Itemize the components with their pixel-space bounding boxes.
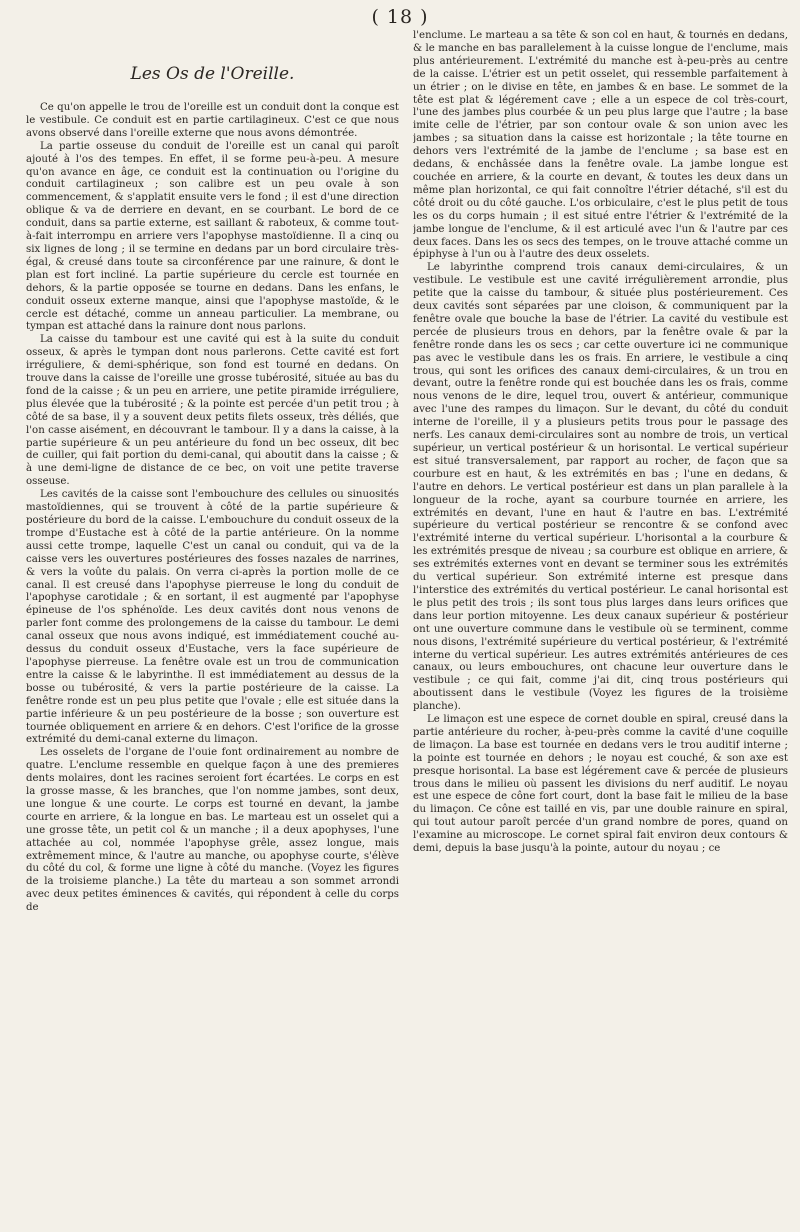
- paragraph: La partie osseuse du conduit de l'oreille est un canal qui paroît ajouté à l'os des tempes. En effet, il se forme peu-à-peu. A mesure qu'on avance en âge, ce conduit est la continuation ou l'origine du conduit cartilagineux ; son calibre est un peu ovale à son commencement, & s'applatit ensuite vers le fond ; il est d'une direction oblique & va de derriere en devant, en se courbant. Le bord de ce conduit, dans sa partie externe, est saillant & raboteux, & comme tout-à-fait interrompu en arriere vers l'apophyse mastoïdienne. Il a cinq ou six lignes de long ; il se termine en dedans par un bord circulaire très-égal, & creusé dans toute sa circonférence par une rainure, & dont le plan est fort incliné. La partie supérieure du cercle est tournée en dehors, & la partie opposée se tourne en dedans. Dans les enfans, le conduit osseux externe manque, ainsi que l'apophyse mastoïde, & le cercle est détaché, comme un anneau particulier. La membrane, ou tympan est attaché dans la rainure dont nous parlons.: [26, 140, 399, 333]
- paragraph: Le labyrinthe comprend trois canaux demi-circulaires, & un vestibule. Le vestibule est une cavité irrégulièrement arrondie, plus petite que la caisse du tambour, & située plus postérieurement. Ces deux cavités sont séparées par une cloison, & communiquent par la fenêtre ovale que bouche la base de l'étrier. La cavité du vestibule est percée de plusieurs trous en dehors, par la fenêtre ovale & par la fenêtre ronde dans les os secs ; car cette ouverture ici ne communique pas avec le vestibule dans les os frais. En arriere, le vestibule a cinq trous, qui sont les orifices des canaux demi-circulaires, & un trou en devant, outre la fenêtre ronde qui est bouchée dans les os frais, comme nous venons de le dire, lequel trou, ouvert & antérieur, communique avec l'une des rampes du limaçon. Sur le devant, du côté du conduit interne de l'oreille, il y a plusieurs petits trous pour le passage des nerfs. Les canaux demi-circulaires sont au nombre de trois, un vertical supérieur, un vertical postérieur & un horisontal. Le vertical supérieur est situé transversalement, par rapport au rocher, de façon que sa courbure est en haut, & les extrémités en bas ; l'une en dedans, & l'autre en dehors. Le vertical postérieur est dans un plan parallele à la longueur de la roche, ayant sa courbure tournée en arriere, les extrémités en devant, l'une en haut & l'autre en bas. L'extrémité supérieure du vertical postérieur se rencontre & se confond avec l'extrémité interne du vertical supérieur. L'horisontal a la courbure & les extrémités presque de niveau ; sa courbure est oblique en arriere, & ses extrémités externes vont en devant se terminer sous les extrémités du vertical supérieur. Son extrémité interne est presque dans l'interstice des extrémités du vertical postérieur. Le canal horisontal est le plus petit des trois ; ils sont tous plus larges dans leurs orifices que dans leur portion mitoyenne. Les deux canaux supérieur & postérieur ont une ouverture commune dans le vestibule où se terminent, comme nous disons, l'extrémité supérieure du vertical postérieur, & l'extrémité interne du vertical supérieur. Les autres extrémités antérieures de ces canaux, ou leurs embouchures, ont chacune leur ouverture dans le vestibule ; ce qui fait, comme j'ai dit, cinq trous postérieurs qui aboutissent dans le vestibule (Voyez les figures de la troisième planche).: [413, 262, 788, 713]
- chapter-title: Les Os de l'Oreille.: [130, 64, 295, 84]
- paragraph: Ce qu'on appelle le trou de l'oreille est un conduit dont la conque est le vestibule. Ce conduit est en partie cartilagineux. C'est ce que nous avons observé dans l'oreille externe que nous avons démontrée.: [26, 102, 399, 139]
- left-column: [26, 30, 399, 1218]
- paragraph: l'enclume. Le marteau a sa tête & son col en haut, & tournés en dedans, & le manche en bas parallelement à la cuisse longue de l'enclume, mais plus antérieurement. L'extrémité du manche est à-peu-près au centre de la caisse. L'étrier est un petit osselet, qui ressemble parfaitement à un étrier ; on le divise en tête, en jambes & en base. Le sommet de la tête est plat & légérement cave ; elle a un espece de col très-court, l'une des jambes plus courbée & un peu plus large que l'autre ; la base imite celle de l'étrier, par son contour ovale & son union avec les jambes ; sa situation dans la caisse est horizontale ; la tête tourne en dehors vers l'extrémité de la jambe de l'enclume ; sa base est en dedans, & enchâssée dans la fenêtre ovale. La jambe longue est couchée en arriere, & la courte en devant, & toutes les deux dans un même plan horizontal, ce qui fait connoître l'étrier détaché, s'il est du côté droit ou du côté gauche. L'os orbiculaire, c'est le plus petit de tous les os du corps humain ; il est situé entre l'étrier & l'extrémité de la jambe longue de l'enclume, & il est articulé avec l'un & l'autre par ces deux faces. Dans les os secs des tempes, on le trouve attaché comme un épiphyse à l'un ou à l'autre des deux osselets.: [413, 30, 788, 261]
- page-number: ( 18 ): [371, 6, 429, 28]
- paragraph: Le limaçon est une espece de cornet double en spiral, creusé dans la partie antérieure du rocher, à-peu-près comme la cavité d'une coquille de limaçon. La base est tournée en dedans vers le trou auditif interne ; la pointe est tournée en dehors ; le noyau est couché, & son axe est presque horisontal. La base est légérement cave & percée de plusieurs trous dans le milieu où passent les divisions du nerf auditif. Le noyau est une espece de cône fort court, dont la base fait le milieu de la base du limaçon. Ce cône est taillé en vis, par une double rainure en spiral, qui tout autour paroît percée d'un grand nombre de pores, quand on l'examine au microscope. Le cornet spiral fait environ deux contours & demi, depuis la base jusqu'à la pointe, autour du noyau ; ce: [413, 714, 788, 855]
- paragraph: La caisse du tambour est une cavité qui est à la suite du conduit osseux, & après le tympan dont nous parlerons. Cette cavité est fort irréguliere, & demi-sphérique, son fond est tourné en dedans. On trouve dans la caisse de l'oreille une grosse tubérosité, située au bas du fond de la caisse ; & un peu en arriere, une petite piramide irréguliere, plus élevée que la tubérosité ; & la pointe est percée d'un petit trou ; à côté de sa base, il y a souvent deux petits filets osseux, très déliés, que l'on casse aisément, en découvrant le tambour. Il y a dans la caisse, à la partie supérieure & un peu antérieure du fond un bec osseux, dit bec de cuiller, qui fait portion du demi-canal, qui aboutit dans la caisse ; & à une demi-ligne de distance de ce bec, on voit une petite traverse osseuse.: [26, 334, 399, 488]
- paragraph: Les cavités de la caisse sont l'embouchure des cellules ou sinuosités mastoïdiennes, qui se trouvent à côté de la partie supérieure & postérieure du bord de la caisse. L'embouchure du conduit osseux de la trompe d'Eustache est à côté de la partie antérieure. On la nomme aussi cette trompe, laquelle C'est un canal ou conduit, qui va de la caisse vers les ouvertures postérieures des fosses nazales de narrines, & vers la voûte du palais. On verra ci-après la portion molle de ce canal. Il est creusé dans l'apophyse pierreuse le long du conduit de l'apophyse carotidale ; & en sortant, il est augmenté par l'apophyse épineuse de l'os sphénoïde. Les deux cavités dont nous venons de parler font comme des prolongemens de la caisse du tambour. Le demi canal osseux que nous avons indiqué, est immédiatement couché au-dessus du conduit osseux d'Eustache, vers la face supérieure de l'apophyse pierreuse. La fenêtre ovale est un trou de communication entre la caisse & le labyrinthe. Il est immédiatement au dessus de la bosse ou tubérosité, & vers la partie postérieure de la caisse. La fenêtre ronde est un peu plus petite que l'ovale ; elle est située dans la partie inférieure & un peu postérieure de la bosse ; son ouverture est tournée obliquement en arriere & en dehors. C'est l'orifice de la grosse extrémité du demi-canal externe du limaçon.: [26, 489, 399, 746]
- right-column: [413, 30, 788, 1218]
- paragraph: Les osselets de l'organe de l'ouie font ordinairement au nombre de quatre. L'enclume ressemble en quelque façon à une des premieres dents molaires, dont les racines seroient fort écartées. Le corps en est la grosse masse, & les branches, que l'on nomme jambes, sont deux, une longue & une courte. Le corps est tourné en devant, la jambe courte en arriere, & la longue en bas. Le marteau est un osselet qui a une grosse tête, un petit col & un manche ; il a deux apophyses, l'une attachée au col, nommée l'apophyse grêle, assez longue, mais extrêmement mince, & l'autre au manche, ou apophyse courte, s'élève du côté du col, & forme une ligne à côté du manche. (Voyez les figures de la troisieme planche.) La tête du marteau a son sommet arrondi avec deux petites éminences & cavités, qui répondent à celle du corps de: [26, 747, 399, 914]
